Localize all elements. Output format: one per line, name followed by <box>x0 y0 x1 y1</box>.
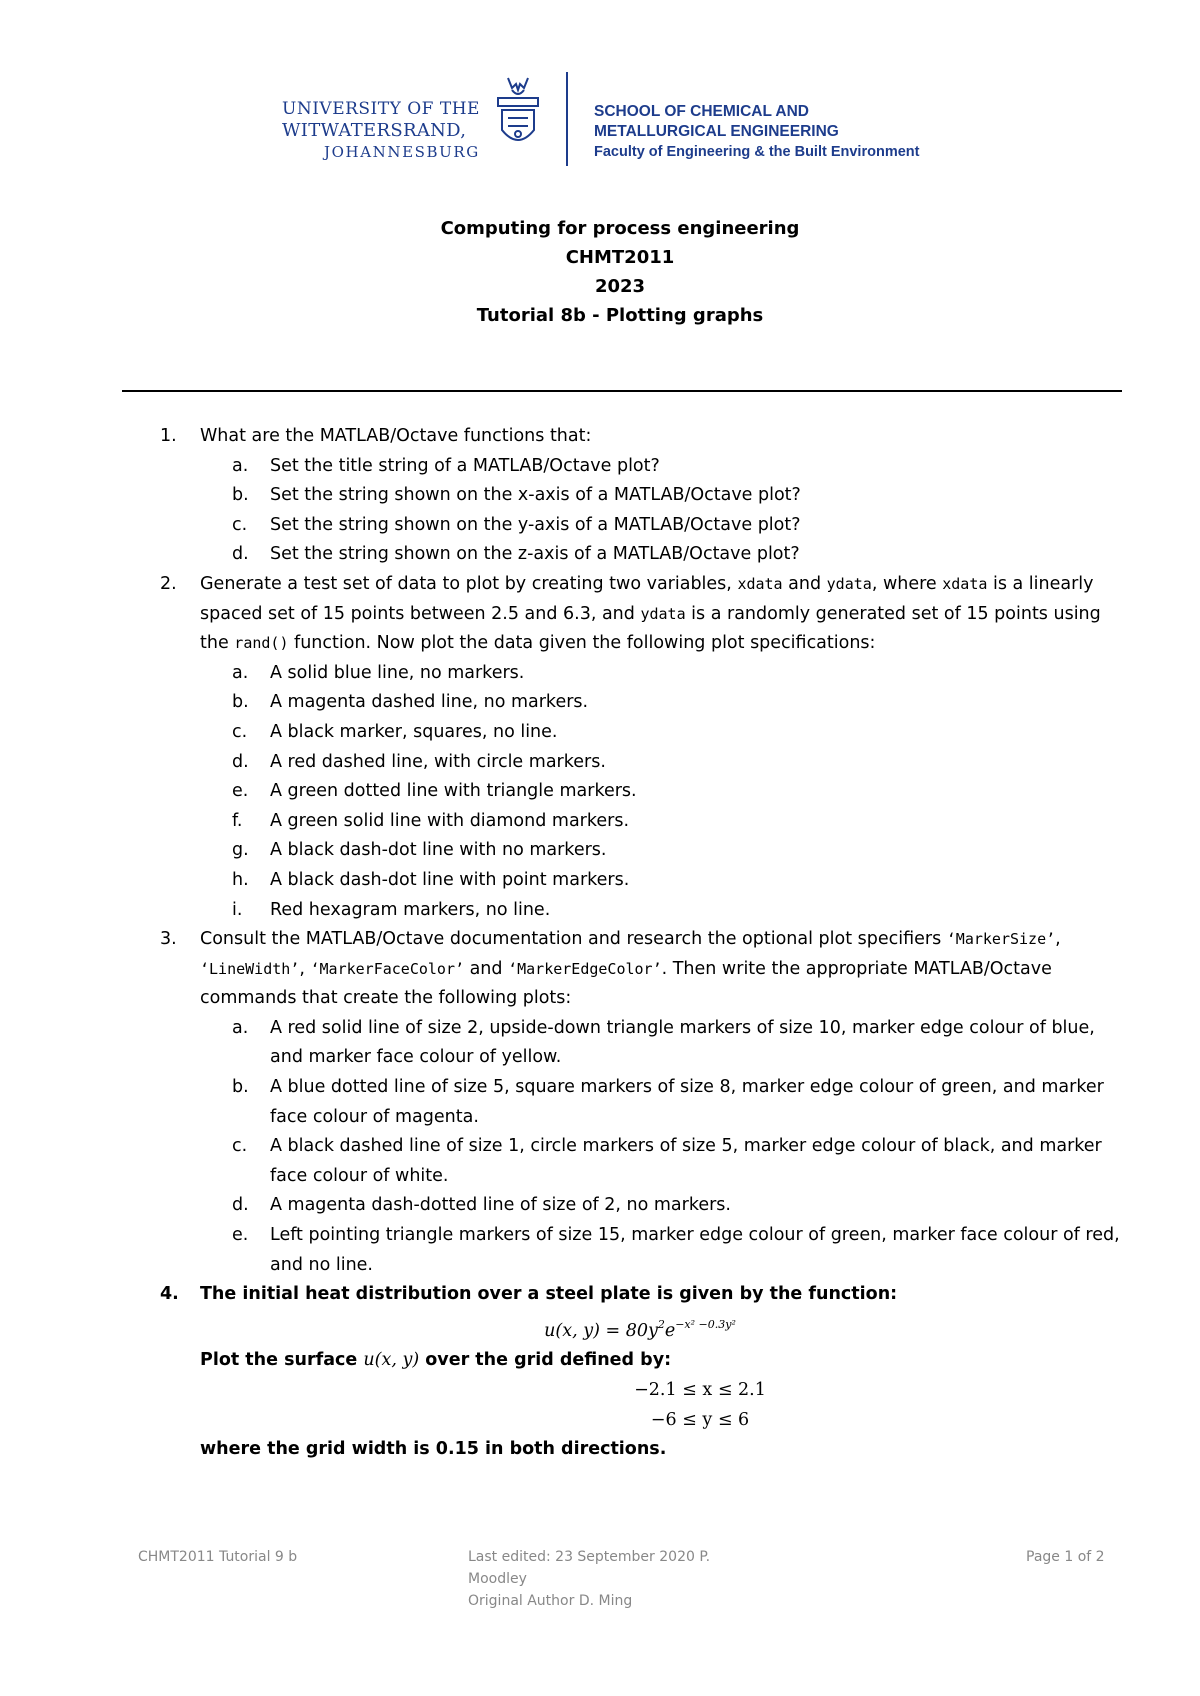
item-label: g. <box>232 840 249 861</box>
heat-equation <box>160 1310 1120 1347</box>
question-text: Generate a test set of data to plot by creating two variables, <box>200 573 738 594</box>
faculty-name: Faculty of Engineering & the Built Environment <box>594 144 920 160</box>
question-closing: where the grid width is 0.15 in both directions. <box>200 1439 667 1460</box>
list-item <box>232 481 1120 511</box>
list-item <box>232 540 1120 570</box>
document-title <box>0 214 1200 330</box>
question-text: Consult the MATLAB/Octave documentation and research the optional plot specifiers <box>200 929 947 950</box>
code-ydata: ydata <box>826 574 872 593</box>
item-label: a. <box>232 1017 249 1038</box>
y-range: −6 ≤ y ≤ 6 <box>650 1409 750 1430</box>
list-item <box>232 1073 1120 1132</box>
item-text: Set the string shown on the x-axis of a MATLAB/Octave plot? <box>270 485 801 506</box>
item-label: e. <box>232 781 249 802</box>
list-item <box>232 807 1120 837</box>
school-name-line1: SCHOOL OF CHEMICAL AND <box>594 103 809 120</box>
list-item <box>232 748 1120 778</box>
item-text: A green solid line with diamond markers. <box>270 810 630 831</box>
question-text: The initial heat distribution over a steel plate is given by the function: <box>200 1284 898 1305</box>
item-label: d. <box>232 751 249 772</box>
item-label: b. <box>232 485 249 506</box>
questions <box>160 422 1120 1465</box>
item-text: A blue dotted line of size 5, square markers of size 8, marker edge colour of green, and marker face colour of magenta. <box>270 1077 1104 1127</box>
list-item <box>232 452 1120 482</box>
code-xdata: xdata <box>737 574 783 593</box>
question-text: and <box>782 573 827 594</box>
course-name: Computing for process engineering <box>440 218 800 239</box>
question-text: over the grid defined by: <box>419 1350 672 1371</box>
page-header <box>0 0 1200 180</box>
question-text: is a linearly spaced set of 15 points between 2.5 and 6.3, and <box>200 573 1094 624</box>
title-rule <box>122 390 1122 392</box>
item-text: A red solid line of size 2, upside-down triangle markers of size 10, marker edge colour of blue, and marker face colour of yellow. <box>270 1017 1095 1068</box>
item-label: f. <box>232 810 243 831</box>
equation-e: e <box>664 1320 676 1341</box>
tutorial-title: Tutorial 8b - Plotting graphs <box>476 305 764 326</box>
code-markeredgecolor: ‘MarkerEdgeColor’ <box>508 959 662 978</box>
list-item <box>232 777 1120 807</box>
list-item <box>232 866 1120 896</box>
question-number: 2. <box>160 573 177 594</box>
item-label: a. <box>232 662 249 683</box>
question-text: function. Now plot the data given the following plot specifications: <box>288 633 876 654</box>
item-label: d. <box>232 1195 249 1216</box>
item-label: i. <box>232 899 243 920</box>
item-text: Set the string shown on the y-axis of a MATLAB/Octave plot? <box>270 514 801 535</box>
code-rand: rand() <box>234 634 289 653</box>
footer-last-edited: Last edited: 23 September 2020 P. <box>468 1549 711 1565</box>
list-item <box>232 688 1120 718</box>
list-item <box>232 1221 1120 1280</box>
item-text: A black marker, squares, no line. <box>270 721 558 742</box>
list-item <box>232 896 1120 926</box>
item-text: Set the string shown on the z-axis of a MATLAB/Octave plot? <box>270 544 800 565</box>
item-label: c. <box>232 721 248 742</box>
item-label: h. <box>232 869 249 890</box>
list-item <box>232 1014 1120 1073</box>
university-wordmark <box>282 98 502 162</box>
university-name-line2: WITWATERSRAND, <box>282 120 467 141</box>
code-xdata: xdata <box>942 574 988 593</box>
plot-instruction <box>200 1346 1120 1376</box>
item-text: A solid blue line, no markers. <box>270 662 525 683</box>
footer-editor: Moodley <box>468 1571 527 1587</box>
item-text: A green dotted line with triangle markers. <box>270 781 637 802</box>
item-label: e. <box>232 1225 249 1246</box>
equation-exponent: −x² −0.3y² <box>675 1317 736 1331</box>
university-name-line3: JOHANNESBURG <box>324 143 480 161</box>
course-code: CHMT2011 <box>565 247 675 268</box>
item-text: A black dash-dot line with point markers. <box>270 869 630 890</box>
university-name-line1: UNIVERSITY OF THE <box>282 99 480 119</box>
question-text: and <box>464 958 509 979</box>
list-item <box>232 1191 1120 1221</box>
question-text: is a randomly generated set of 15 points using the <box>200 603 1101 654</box>
question-text: , where <box>871 573 943 594</box>
surface-keyword: surface <box>284 1350 358 1371</box>
question-text: Plot the <box>200 1350 285 1371</box>
list-item <box>232 718 1120 748</box>
item-text: Set the title string of a MATLAB/Octave plot? <box>270 455 660 476</box>
equation-lhs: u(x, y) = 80y <box>544 1320 658 1341</box>
code-linewidth: ‘LineWidth’ <box>200 959 300 978</box>
item-label: c. <box>232 514 248 535</box>
item-label: b. <box>232 1077 249 1098</box>
school-name-line2: METALLURGICAL ENGINEERING <box>594 123 839 140</box>
item-text: A black dash-dot line with no markers. <box>270 840 607 861</box>
item-text: A magenta dashed line, no markers. <box>270 692 589 713</box>
item-text: A red dashed line, with circle markers. <box>270 751 606 772</box>
code-markerfacecolor: ‘MarkerFaceColor’ <box>310 959 465 978</box>
x-range: −2.1 ≤ x ≤ 2.1 <box>634 1380 766 1400</box>
list-item <box>232 511 1120 541</box>
item-label: d. <box>232 544 249 565</box>
footer-edit-info <box>468 1546 728 1612</box>
code-markersize: ‘MarkerSize’ <box>946 930 1056 949</box>
item-text: Left pointing triangle markers of size 15, marker edge colour of green, marker face colour of red, and no line. <box>270 1225 1120 1275</box>
question-number: 3. <box>160 929 177 950</box>
question-text: , <box>1055 929 1061 950</box>
question-text: . Then write the appropriate MATLAB/Octave commands that create the following plots: <box>200 958 1052 1009</box>
school-name <box>594 102 919 162</box>
question-number: 4. <box>160 1284 179 1305</box>
question-text: , <box>299 958 311 979</box>
code-ydata: ydata <box>640 604 686 623</box>
u-expression: u(x, y) <box>363 1350 420 1371</box>
item-text: A magenta dash-dotted line of size of 2, no markers. <box>270 1195 731 1216</box>
university-crest-icon <box>494 74 542 154</box>
item-text: A black dashed line of size 1, circle markers of size 5, marker edge colour of black, and marker face colour of white. <box>270 1136 1102 1186</box>
footer-original-author: Original Author D. Ming <box>468 1593 633 1609</box>
header-divider <box>566 72 568 166</box>
footer-course: CHMT2011 Tutorial 9 b <box>138 1549 298 1565</box>
item-label: a. <box>232 455 249 476</box>
footer-page-number: Page 1 of 2 <box>1026 1549 1105 1565</box>
question-text: What are the MATLAB/Octave functions that: <box>200 426 592 446</box>
list-item <box>232 1132 1120 1191</box>
course-year: 2023 <box>594 276 646 297</box>
question-4 <box>160 1280 1120 1465</box>
item-label: b. <box>232 692 249 713</box>
question-1 <box>160 422 1120 452</box>
question-number: 1. <box>160 426 177 446</box>
item-label: c. <box>232 1136 248 1157</box>
item-text: Red hexagram markers, no line. <box>270 899 551 920</box>
question-2 <box>160 570 1120 659</box>
list-item <box>232 836 1120 866</box>
equation-square: 2 <box>657 1317 665 1331</box>
list-item <box>232 659 1120 689</box>
question-3 <box>160 925 1120 1014</box>
